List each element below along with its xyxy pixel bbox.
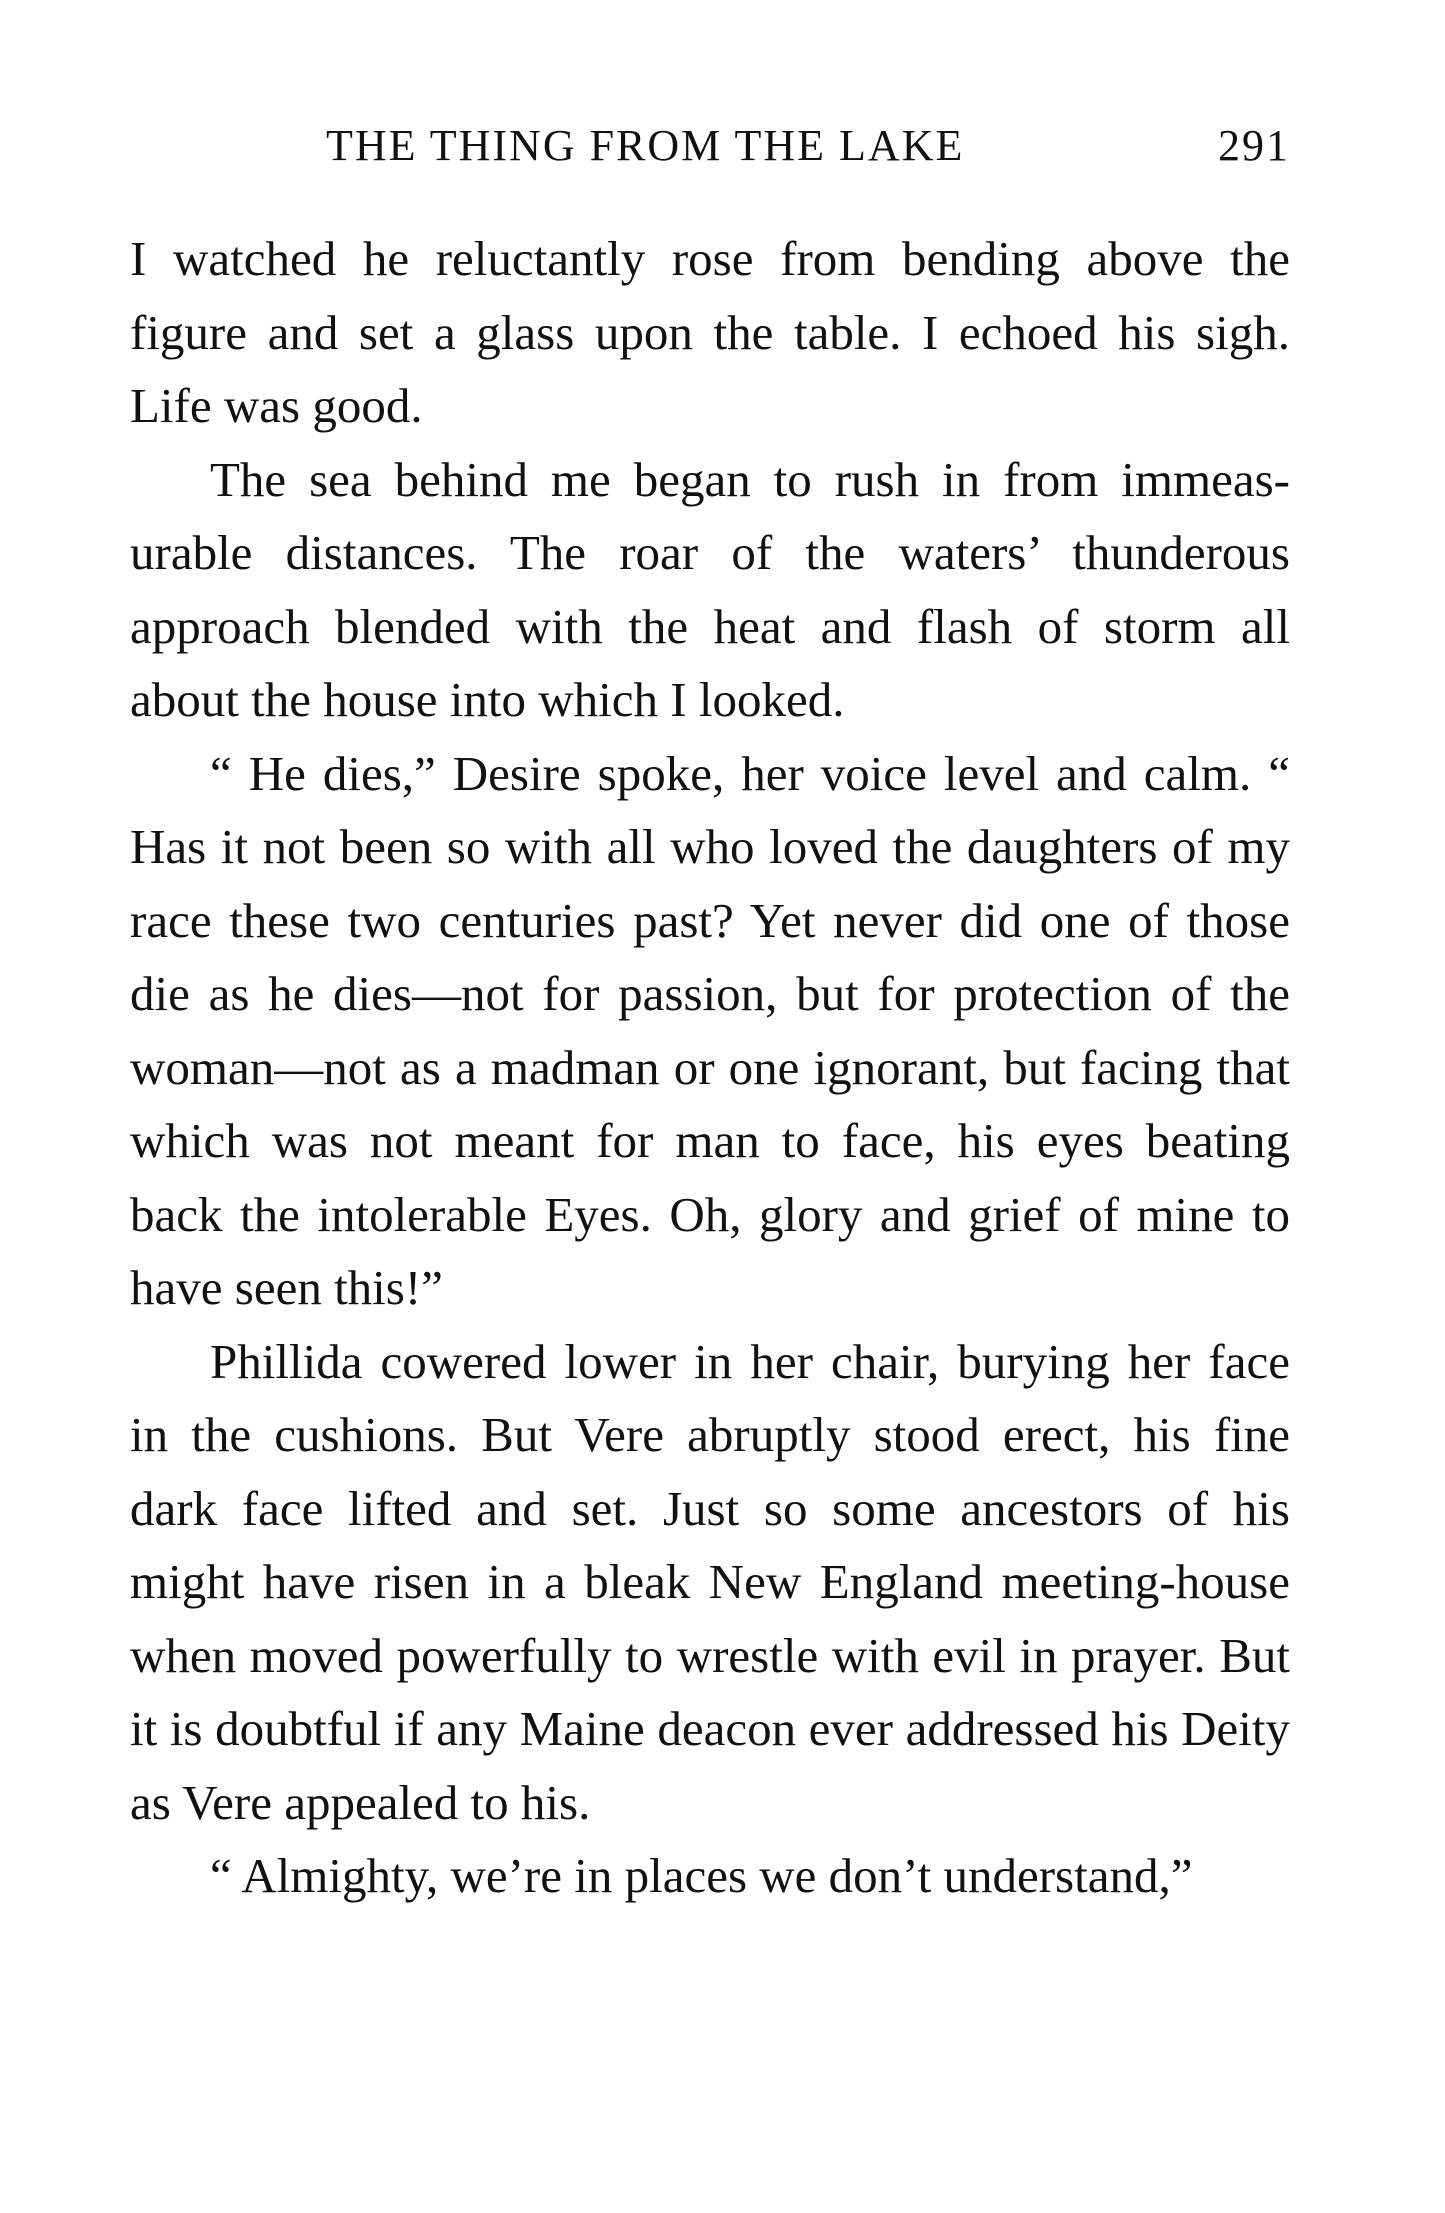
paragraph-1: I watched he reluctantly rose from bending above the figure and set a glass upon the table. I echoed his sigh. Life was good. bbox=[130, 231, 1290, 433]
page-number: 291 bbox=[1218, 121, 1290, 170]
paragraph-5: “ Almighty, we’re in places we don’t understand,” bbox=[210, 1848, 1193, 1903]
body-text bbox=[130, 222, 1290, 1913]
chapter-title: THE THING FROM THE LAKE bbox=[326, 121, 965, 170]
paragraph-4: Phillida cowered lower in her chair, burying her face in the cushions. But Vere abruptly stood erect, his fine dark face lifted and set. Just so some ancestors of his might have risen in a bleak New England meeting-house when moved powerfully to wrestle with evil in prayer. But it is doubtful if any Maine deacon ever addressed his Deity as Vere appealed to his. bbox=[130, 1333, 1290, 1830]
paragraph-3: “ He dies,” Desire spoke, her voice level and calm. “ Has it not been so with all who loved the daughters of my race these two centuries past? Yet never did one of those die as he dies—not for passion, but for protection of the woman—not as a madman or one ignorant, but facing that which was not meant for man to face, his eyes beating back the intolerable Eyes. Oh, glory and grief of mine to have seen this!” bbox=[130, 745, 1290, 1315]
running-header bbox=[130, 120, 1290, 180]
paragraph-2: The sea behind me began to rush in from immeasurable distances. The roar of the waters’ thunderous approach blended with the heat and flash of storm all about the house into which I looked. bbox=[130, 451, 1290, 727]
